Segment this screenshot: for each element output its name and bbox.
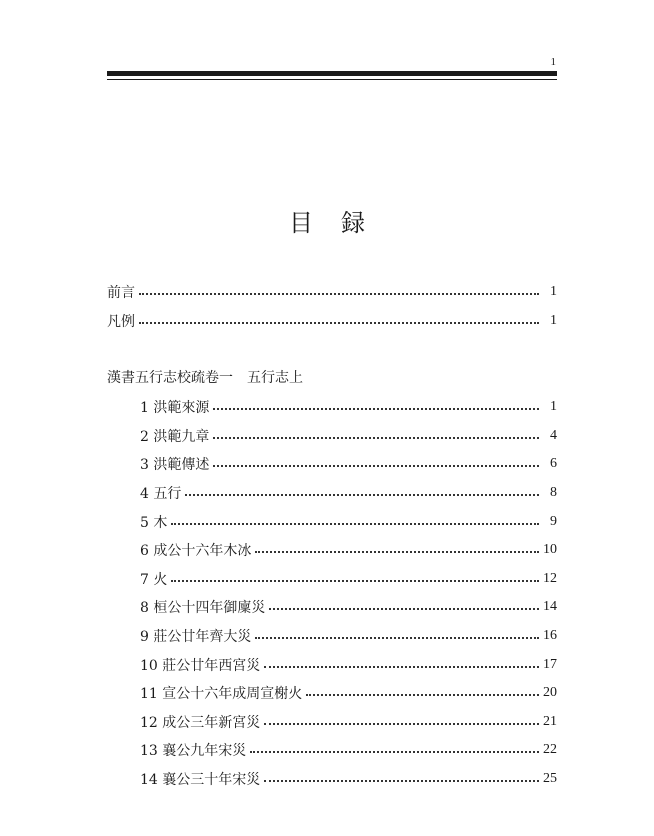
dot-leader — [264, 654, 539, 668]
header-rule-thin — [107, 79, 557, 80]
toc-entry[interactable] — [140, 510, 557, 534]
dot-leader — [255, 539, 539, 553]
section-heading — [107, 366, 303, 390]
dot-leader — [255, 625, 539, 639]
toc-entry[interactable] — [140, 653, 557, 677]
toc-page: 6 — [550, 456, 557, 471]
toc-entry[interactable] — [140, 624, 557, 648]
toc-entry[interactable] — [140, 452, 557, 476]
toc-page: 1 — [550, 313, 557, 328]
toc-label: 前言 — [107, 285, 135, 301]
dot-leader — [264, 768, 539, 782]
toc-label: 5 木 — [140, 515, 168, 531]
toc-page: 21 — [543, 714, 557, 729]
toc-page: 9 — [550, 514, 557, 529]
toc-row-conventions[interactable] — [107, 309, 557, 333]
toc-label: 13 襄公九年宋災 — [140, 743, 247, 759]
toc-page: 1 — [550, 399, 557, 414]
page-title: 目録 — [289, 209, 393, 237]
toc-page: 12 — [543, 571, 557, 586]
toc-entry[interactable] — [140, 567, 557, 591]
dot-leader — [171, 568, 539, 582]
toc-row-preface[interactable] — [107, 280, 557, 304]
toc-entry[interactable] — [140, 538, 557, 562]
toc-page: 25 — [543, 771, 557, 786]
toc-label: 6 成公十六年木冰 — [140, 543, 252, 559]
toc-entry[interactable] — [140, 767, 557, 791]
toc-page: 1 — [550, 284, 557, 299]
toc-label: 1 洪範來源 — [140, 400, 210, 416]
toc-page: 14 — [543, 599, 557, 614]
toc-entry[interactable] — [140, 595, 557, 619]
toc-entry[interactable] — [140, 681, 557, 705]
toc-entry[interactable] — [140, 395, 557, 419]
toc-page: 16 — [543, 628, 557, 643]
header-rule-thick — [107, 71, 557, 76]
dot-leader — [139, 310, 539, 324]
toc-page: 10 — [543, 542, 557, 557]
toc-page: 17 — [543, 657, 557, 672]
toc-label: 10 莊公廿年西宮災 — [140, 658, 261, 674]
toc-page: 20 — [543, 685, 557, 700]
toc-page: 8 — [550, 485, 557, 500]
toc-label: 11 宣公十六年成周宣榭火 — [140, 686, 303, 702]
toc-label: 2 洪範九章 — [140, 429, 210, 445]
dot-leader — [185, 482, 539, 496]
toc-label: 9 莊公廿年齊大災 — [140, 629, 252, 645]
dot-leader — [213, 396, 539, 410]
toc-label: 8 桓公十四年御廩災 — [140, 600, 266, 616]
toc-entry[interactable] — [140, 424, 557, 448]
section-volume: 漢書五行志校疏卷一 — [107, 370, 233, 386]
toc-page: 22 — [543, 742, 557, 757]
toc-label: 14 襄公三十年宋災 — [140, 772, 261, 788]
dot-leader — [213, 453, 539, 467]
dot-leader — [250, 739, 539, 753]
page-number: 1 — [550, 56, 556, 68]
dot-leader — [171, 511, 539, 525]
toc-entry[interactable] — [140, 481, 557, 505]
dot-leader — [306, 682, 539, 696]
toc-entry[interactable] — [140, 710, 557, 734]
dot-leader — [139, 281, 539, 295]
dot-leader — [264, 711, 539, 725]
toc-entry[interactable] — [140, 738, 557, 762]
toc-label: 4 五行 — [140, 486, 182, 502]
toc-page: 4 — [550, 428, 557, 443]
toc-label: 凡例 — [107, 314, 135, 330]
dot-leader — [213, 425, 539, 439]
dot-leader — [269, 596, 539, 610]
section-subtitle: 五行志上 — [247, 370, 303, 386]
toc-label: 12 成公三年新宮災 — [140, 715, 261, 731]
toc-label: 3 洪範傳述 — [140, 457, 210, 473]
toc-label: 7 火 — [140, 572, 168, 588]
